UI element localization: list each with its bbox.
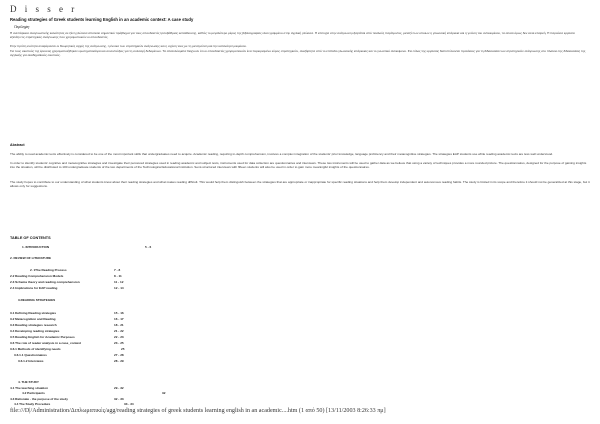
toc-entry [10, 341, 124, 345]
toc-page: 32 [162, 391, 166, 395]
file-path-footer: file:///D|/Administration/Διπλωματικές/agg/reading strategies of greek students learning english in an academic....htm (1 από 50) [13/11/2003 8:26:33 πμ] [10, 408, 386, 414]
abstract-heading: Abstract [10, 143, 25, 147]
greek-paragraph: Στην πρώτη ενότητα αναφέρονται οι θεωρητικές αρχές της ανάγνωσης, η έννοια των στρατηγικών ανάγνωσης και η σχέση τους με τη μεταγνώση και την κατανόηση κειμένου. [10, 44, 247, 48]
toc-label: 3.6.1 Methods of identifying needs [10, 347, 61, 351]
toc-label: 2. REVIEW OF LITERATURE [10, 256, 52, 260]
toc-page: 15 - 16 [114, 311, 124, 315]
toc-page: 21 - 22 [114, 329, 124, 333]
toc-label: 2.3 Schema theory and reading comprehension [10, 280, 80, 284]
toc-page: 25 [121, 347, 125, 351]
toc-label: 4.2 Participants [22, 391, 45, 395]
greek-paragraph: Η ανεπάρκεια αναγνωστικής ικανότητας σε ξένη γλώσσα αποτελεί σημαντικό πρόβλημα για τους σπουδαστές τριτοβάθμιας εκπαίδευσης, καθώς το μεγαλύτερο μέρος της βιβλιογραφίας είναι γραμμένο στην αγγλική γλώσσα. Η επιτυχία στην ανάγνωση εξαρτάται από πολλούς παράγοντες, μεταξύ των οποίων η γλωσσική επάρκεια και η γνώση του αντικειμένου, τα οποία όμως δεν είναι επαρκή. Η παρούσα εργασία εξετάζει τις στρατηγικές ανάγνωσης που χρησιμοποιούν οι σπουδαστές. [10, 31, 575, 40]
toc-label: 2. 1The Reading Process [30, 268, 67, 272]
toc-entry [10, 280, 124, 284]
toc-page: 23 - 25 [114, 341, 124, 345]
toc-page: 22 - 23 [114, 335, 124, 339]
toc-entry [10, 274, 122, 278]
toc-label: 3.3 Reading strategies research [10, 323, 57, 327]
toc-page: 33 - 34 [124, 402, 134, 406]
toc-entry [22, 245, 152, 249]
toc-page: 32 - 33 [114, 397, 124, 401]
greek-paragraph: Για τους σκοπούς της έρευνας χρησιμοποιήθηκαν ερωτηματολόγια και συνεντεύξεις για τη συλλογή δεδομένων. Τα αποτελέσματα δείχνουν ότι οι σπουδαστές χρησιμοποιούν ένα περιορισμένο εύρος στρατηγικών, ανεξάρτητα από το επίπεδο γλωσσικής επάρκειας και το γνωστικό αντικείμενο. Στο τέλος της εργασίας διατυπώνονται προτάσεις για τη διδασκαλία των στρατηγικών ανάγνωσης στο πλαίσιο της διδασκαλίας της αγγλικής για ακαδημαϊκούς σκοπούς. [10, 49, 586, 58]
toc-entry [18, 380, 39, 384]
toc-heading: TABLE OF CONTENTS [10, 236, 51, 240]
toc-entry [10, 311, 124, 315]
toc-page: 7 - 8 [114, 268, 121, 272]
toc-entry [18, 298, 55, 302]
toc-label: 4.1 The teaching situation [10, 386, 48, 390]
toc-label: 3.4 Developing reading strategies [10, 329, 60, 333]
toc-page: 29 - 32 [114, 386, 124, 390]
toc-page: 12 - 14 [114, 286, 124, 290]
toc-entry [10, 347, 125, 351]
toc-page: 5 - 6 [145, 245, 152, 249]
toc-entry [10, 386, 124, 390]
toc-label: 3.2 Metacognition and Reading [10, 317, 56, 321]
toc-label: 3.6 The role of reader analysis in a case_context [10, 341, 82, 345]
toc-entry [14, 353, 124, 357]
toc-entry [10, 256, 51, 260]
toc-label: 3.6.1.2 Interviews [18, 359, 44, 363]
toc-entry [10, 329, 124, 333]
toc-page: 18 - 21 [114, 323, 124, 327]
toc-page [136, 403, 146, 407]
toc-entry [18, 359, 124, 363]
toc-page: 8 - 11 [114, 274, 122, 278]
greek-summary-heading: Περίληψη [14, 25, 30, 29]
document-title: Reading strategies of Greek students learning English in an academic context: A case study [10, 17, 194, 22]
toc-page: 28 - 29 [114, 359, 124, 363]
toc-label: 3.READING STRATEGIES [18, 298, 56, 302]
toc-entry [10, 323, 124, 327]
toc-entry [10, 397, 124, 401]
toc-entry [10, 317, 124, 321]
toc-label: 2.4 Implications for EAP reading [10, 286, 58, 290]
toc-label: 1. INTRODUCTION [22, 245, 50, 249]
toc-entry [10, 286, 124, 290]
toc-label: 3.1 Defining Reading strategies [10, 311, 57, 315]
toc-page: 11 - 12 [114, 280, 124, 284]
toc-label: 3.5 Reading English for Academic Purposes [10, 335, 75, 339]
toc-page: 16 - 17 [114, 317, 124, 321]
toc-page: 27 - 28 [114, 353, 124, 357]
abstract-paragraph: The study hopes to contribute to our understanding of what students know about their reading strategies and what makes reading difficult. This would help them distinguish between the strategies that are appropriate or inappropriate for specific reading situations and help them develop independent and autonomous reading habits. The study is limited in its scope and therefore it should not be generalized at this stage, but it allows only for suggestions. [10, 180, 590, 189]
toc-label: 2.2 Reading Comprehension Models [10, 274, 64, 278]
toc-entry [30, 268, 121, 272]
toc-label [10, 403, 83, 407]
toc-entry [22, 391, 166, 395]
toc-label: 3.6.1.1 Questionnaires [14, 353, 47, 357]
toc-page [114, 402, 124, 406]
abstract-paragraph: In order to identify students' cognitive and metacognitive strategies and investigate their perceived strategies used in reading academic and subject texts, instruments used for data collection are questionnaires and interviews. These two instruments will be used to gather data as we believe that using a variety of techniques provides a more rounded picture. The questionnaires, designed for the purpose of gaining insights into the situation, will be distributed to 100 undergraduate students of the two departments of the Technological Educational Institution. Semi-structured interviews with fifteen students will also be used in order to gain more meaningful insights of the questionnaires. [10, 161, 587, 170]
toc-label: 4. THE STUDY [18, 380, 39, 384]
toc-label: 4.3 Rationale - the purpose of the study [10, 397, 68, 401]
toc-label: 4.4 The Study Procedure [14, 402, 51, 406]
site-header: D i s s e r [10, 4, 78, 14]
toc-entry [10, 335, 124, 339]
abstract-paragraph: The ability to read academic texts effectively is considered to be one of the most important skills that undergraduates need to acquire. Academic reading, requiring in-depth comprehension, involves a complex integration of the students' prior knowledge, language proficiency and their metacognitive strategies. The strategies EAP students use while reading academic texts are less well understood. [10, 152, 553, 156]
